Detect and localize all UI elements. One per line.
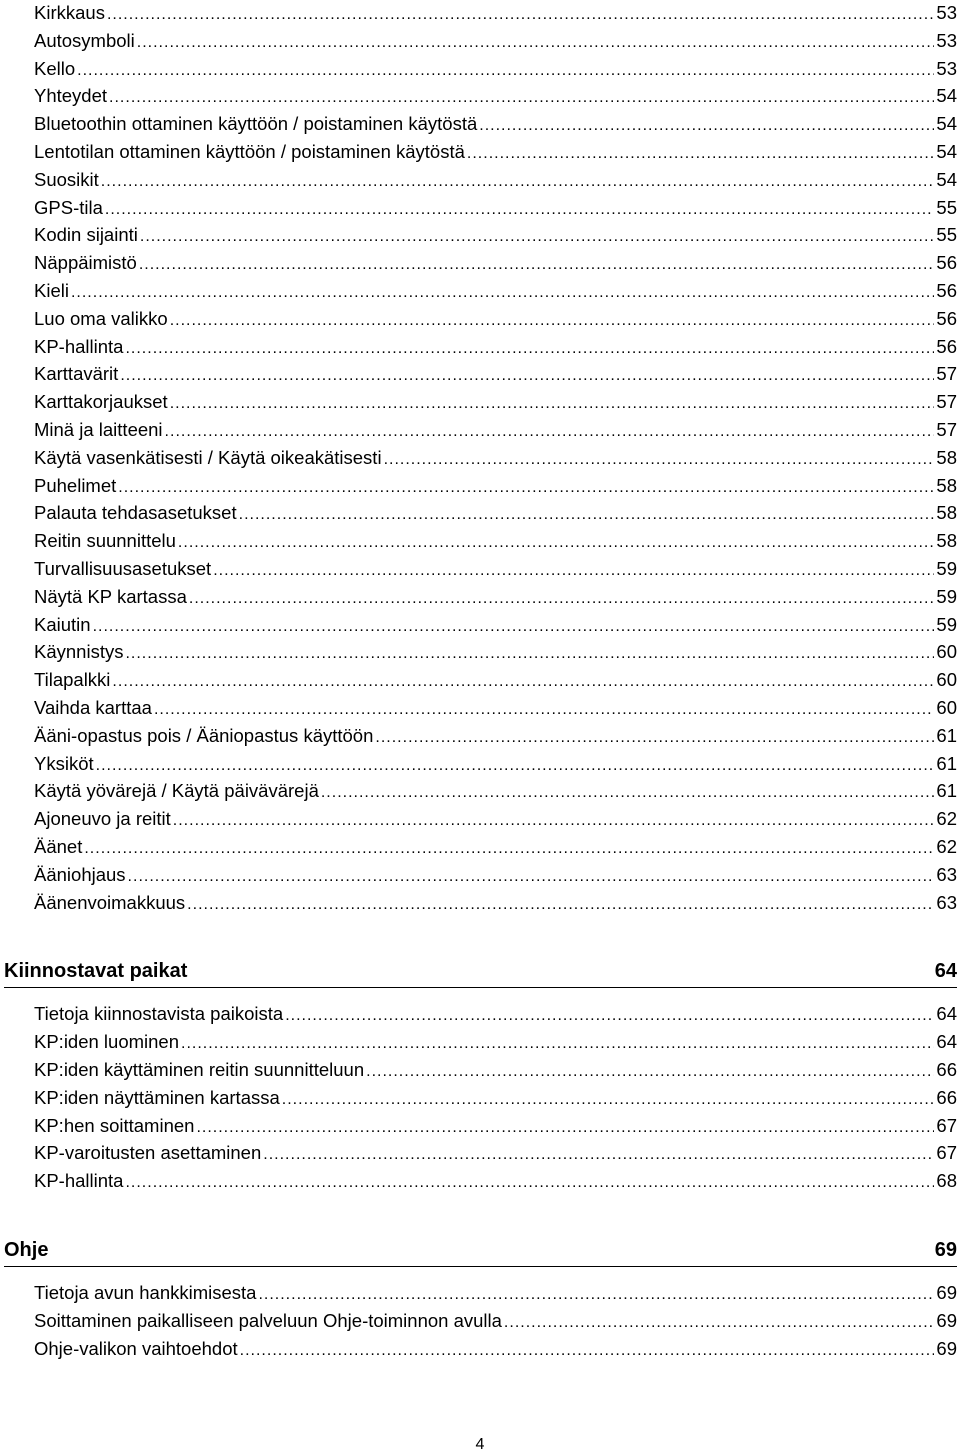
toc-entry-title: Ääniohjaus <box>34 863 126 885</box>
toc-entry[interactable] <box>34 360 957 388</box>
dot-leader <box>93 613 935 641</box>
toc-entry-title: KP:iden käyttäminen reitin suunnitteluun <box>34 1059 365 1080</box>
toc-entry-title: Ääni-opastus pois / Ääniopastus käyttöön <box>34 724 374 746</box>
dot-leader <box>105 196 935 224</box>
toc-entry-page-number: 60 <box>936 697 957 718</box>
toc-entry-title: Luo oma valikko <box>34 307 168 329</box>
toc-entry-page-number: 67 <box>936 1114 957 1136</box>
toc-entry-page-number: 63 <box>936 863 957 885</box>
toc-entry[interactable] <box>34 110 957 138</box>
dot-leader <box>285 1002 934 1030</box>
toc-entry-title: Soittaminen paikalliseen palveluun Ohje-toiminnon avulla <box>34 1309 502 1331</box>
toc-entry-title: Bluetoothin ottaminen käyttöön / poistaminen käytöstä <box>34 113 478 135</box>
toc-entry-title: Kaiutin <box>34 613 91 635</box>
toc-entry[interactable] <box>34 499 957 527</box>
dot-leader <box>125 1169 934 1197</box>
toc-entry-page-number: 54 <box>936 168 957 190</box>
toc-entry-title: Kodin sijainti <box>34 224 138 246</box>
toc-entry[interactable] <box>34 805 957 833</box>
toc-entry-page-number: 66 <box>936 1086 957 1108</box>
toc-entry[interactable] <box>34 1000 957 1028</box>
toc-entry-title: Karttakorjaukset <box>34 391 168 413</box>
toc-entry-page-number: 61 <box>936 780 957 802</box>
toc-entry-page-number: 67 <box>936 1142 957 1164</box>
toc-entry-title: Tilapalkki <box>34 669 111 691</box>
dot-leader <box>479 112 934 140</box>
toc-entry-title: Kirkkaus <box>34 2 105 23</box>
dot-leader <box>263 1141 934 1169</box>
toc-entry-title: KP-varoitusten asettaminen <box>34 1142 262 1164</box>
toc-entry-page-number: 58 <box>936 530 957 552</box>
dot-leader <box>181 1030 934 1058</box>
toc-entry-title: Reitin suunnittelu <box>34 530 176 552</box>
toc-entry[interactable] <box>34 1056 957 1084</box>
toc-entry[interactable] <box>34 722 957 750</box>
dot-leader <box>125 640 934 668</box>
toc-entry-page-number: 60 <box>936 641 957 663</box>
dot-leader <box>112 668 934 696</box>
page-number: 4 <box>475 1436 485 1453</box>
dot-leader <box>101 168 935 196</box>
toc-entry[interactable] <box>34 777 957 805</box>
toc-entry-page-number: 54 <box>936 113 957 135</box>
toc-entry-title: Äänet <box>34 836 83 857</box>
dot-leader <box>187 891 934 919</box>
toc-entry-page-number: 66 <box>936 1059 957 1080</box>
toc-entry-title: Kello <box>34 57 76 79</box>
toc-entry-page-number: 61 <box>936 752 957 774</box>
dot-leader <box>107 1 934 29</box>
toc-entry[interactable] <box>34 638 957 666</box>
dot-leader <box>213 557 934 585</box>
toc-entry-page-number: 56 <box>936 252 957 274</box>
toc-entry-title: Yksiköt <box>34 752 94 774</box>
toc-entry-page-number: 62 <box>936 808 957 830</box>
toc-entry[interactable] <box>34 611 957 639</box>
toc-entry[interactable] <box>34 82 957 110</box>
toc-entry-page-number: 58 <box>936 502 957 524</box>
dot-leader <box>178 529 935 557</box>
toc-entry[interactable] <box>34 1335 957 1363</box>
toc-entry-title: Ohje-valikon vaihtoehdot <box>34 1337 238 1359</box>
toc-entry[interactable] <box>34 444 957 472</box>
toc-entry-title: Tietoja kiinnostavista paikoista <box>34 1003 284 1025</box>
toc-entry-title: KP:hen soittaminen <box>34 1114 195 1136</box>
dot-leader <box>384 446 935 474</box>
dot-leader <box>375 724 934 752</box>
toc-entry-title: KP-hallinta <box>34 1170 124 1192</box>
toc-entry[interactable] <box>34 750 957 778</box>
toc-entry[interactable] <box>34 1279 957 1307</box>
toc-entry[interactable] <box>34 27 957 55</box>
toc-entry-page-number: 57 <box>936 363 957 385</box>
dot-leader <box>109 84 934 112</box>
toc-entry[interactable] <box>34 889 957 917</box>
dot-leader <box>504 1309 935 1337</box>
toc-entry[interactable] <box>34 0 957 27</box>
toc-entry-page-number: 63 <box>936 891 957 913</box>
chapter-heading[interactable] <box>4 1235 957 1265</box>
toc-entry[interactable] <box>34 472 957 500</box>
toc-entry-page-number: 57 <box>936 419 957 440</box>
dot-leader <box>239 501 935 529</box>
toc-entry-page-number: 58 <box>936 474 957 496</box>
toc-entry[interactable] <box>34 138 957 166</box>
toc-entry[interactable] <box>34 555 957 583</box>
toc-entry[interactable] <box>34 333 957 361</box>
toc-entry[interactable] <box>34 1112 957 1140</box>
dot-leader <box>170 390 935 418</box>
toc-entry[interactable] <box>34 166 957 194</box>
toc-entry-page-number: 53 <box>936 29 957 51</box>
toc-entry[interactable] <box>34 416 957 444</box>
toc-entry-title: Kieli <box>34 280 69 301</box>
toc-entry-title: Vaihda karttaa <box>34 697 152 718</box>
dot-leader <box>128 863 935 891</box>
toc-entry[interactable] <box>34 388 957 416</box>
toc-entry-page-number: 55 <box>936 196 957 218</box>
dot-leader <box>240 1337 935 1365</box>
dot-leader <box>137 29 935 57</box>
toc-entry-title: GPS-tila <box>34 196 103 218</box>
toc-entry-page-number: 54 <box>936 85 957 107</box>
dot-leader <box>467 140 935 168</box>
dot-leader <box>196 1114 934 1142</box>
toc-entry-title: Autosymboli <box>34 29 135 51</box>
toc-entry-page-number: 60 <box>936 669 957 691</box>
toc-entry-title: Suosikit <box>34 168 99 190</box>
toc-entry-page-number: 69 <box>936 1282 957 1303</box>
toc-entry[interactable] <box>34 583 957 611</box>
chapter-page-number: 69 <box>934 1239 957 1261</box>
toc-entry-title: Karttavärit <box>34 363 119 385</box>
toc-entry-title: Äänenvoimakkuus <box>34 891 186 913</box>
dot-leader <box>189 585 935 613</box>
toc-entry-page-number: 57 <box>936 391 957 413</box>
toc-entry-page-number: 64 <box>936 1003 957 1025</box>
toc-entry-title: KP:iden näyttäminen kartassa <box>34 1086 280 1108</box>
dot-leader <box>258 1281 934 1309</box>
toc-entry-title: KP:iden luominen <box>34 1031 180 1053</box>
toc-entry-page-number: 59 <box>936 613 957 635</box>
toc-entry-page-number: 58 <box>936 446 957 468</box>
toc-entry-page-number: 55 <box>936 224 957 246</box>
chapter-page-number: 64 <box>934 960 957 983</box>
toc-entry-page-number: 68 <box>936 1170 957 1192</box>
toc-entry-title: Ajoneuvo ja reitit <box>34 808 171 830</box>
toc-entry[interactable] <box>34 694 957 722</box>
toc-entry[interactable] <box>34 1307 957 1335</box>
toc-entry-title: Näppäimistö <box>34 252 137 274</box>
toc-entry-page-number: 56 <box>936 335 957 357</box>
dot-leader <box>77 57 934 85</box>
toc-entry-title: Puhelimet <box>34 474 117 496</box>
dot-leader <box>118 474 934 502</box>
toc-entry[interactable] <box>34 527 957 555</box>
toc-entry[interactable] <box>34 249 957 277</box>
toc-entry-page-number: 54 <box>936 141 957 162</box>
dot-leader <box>120 362 934 390</box>
dot-leader <box>282 1086 935 1114</box>
toc-entry[interactable] <box>34 1028 957 1056</box>
toc-entry[interactable] <box>34 194 957 222</box>
toc-entry[interactable] <box>34 55 957 83</box>
toc-entry-page-number: 59 <box>936 585 957 607</box>
toc-entry-title: Näytä KP kartassa <box>34 585 187 607</box>
toc-entry-page-number: 61 <box>936 724 957 746</box>
dot-leader <box>173 807 935 835</box>
dot-leader <box>84 835 934 863</box>
toc-entry-title: Käytä vasenkätisesti / Käytä oikeakätisesti <box>34 446 382 468</box>
chapter-underline <box>4 987 957 988</box>
dot-leader <box>366 1058 934 1086</box>
toc-entry-page-number: 53 <box>936 2 957 23</box>
toc-entry-page-number: 53 <box>936 57 957 79</box>
dot-leader <box>125 335 934 363</box>
toc-entry-title: Tietoja avun hankkimisesta <box>34 1282 257 1303</box>
toc-entry-title: Palauta tehdasasetukset <box>34 502 237 524</box>
dot-leader <box>165 418 935 446</box>
dot-leader <box>139 251 935 279</box>
dot-leader <box>71 279 934 307</box>
toc-entry-page-number: 69 <box>936 1337 957 1359</box>
toc-entry-page-number: 69 <box>936 1309 957 1331</box>
toc-entry[interactable] <box>34 861 957 889</box>
toc-entry-title: Käytä yövärejä / Käytä päivävärejä <box>34 780 319 802</box>
chapter-underline <box>4 1266 957 1267</box>
toc-entry-title: Yhteydet <box>34 85 108 107</box>
toc-entry-page-number: 62 <box>936 836 957 857</box>
dot-leader <box>154 696 934 724</box>
toc-entry-page-number: 56 <box>936 307 957 329</box>
chapter-title: Ohje <box>4 1239 49 1261</box>
toc-entry-title: Lentotilan ottaminen käyttöön / poistaminen käytöstä <box>34 141 465 162</box>
toc-entry-page-number: 59 <box>936 558 957 579</box>
toc-entry[interactable] <box>34 666 957 694</box>
toc-entry[interactable] <box>34 1084 957 1112</box>
toc-entry[interactable] <box>34 833 957 861</box>
chapter-heading[interactable] <box>4 956 957 986</box>
toc-entry-page-number: 56 <box>936 280 957 301</box>
toc-entry-page-number: 64 <box>936 1031 957 1053</box>
toc-entry[interactable] <box>34 277 957 305</box>
toc-entry[interactable] <box>34 1139 957 1167</box>
dot-leader <box>321 779 935 807</box>
toc-entry[interactable] <box>34 305 957 333</box>
dot-leader <box>140 223 935 251</box>
toc-entry-title: Minä ja laitteeni <box>34 419 163 440</box>
toc-entry[interactable] <box>34 1167 957 1195</box>
toc-entry-title: Turvallisuusasetukset <box>34 558 212 579</box>
dot-leader <box>96 752 935 780</box>
toc-entry-title: Käynnistys <box>34 641 124 663</box>
chapter-title: Kiinnostavat paikat <box>4 960 188 983</box>
dot-leader <box>170 307 935 335</box>
toc-entry-title: KP-hallinta <box>34 335 124 357</box>
toc-entry[interactable] <box>34 221 957 249</box>
